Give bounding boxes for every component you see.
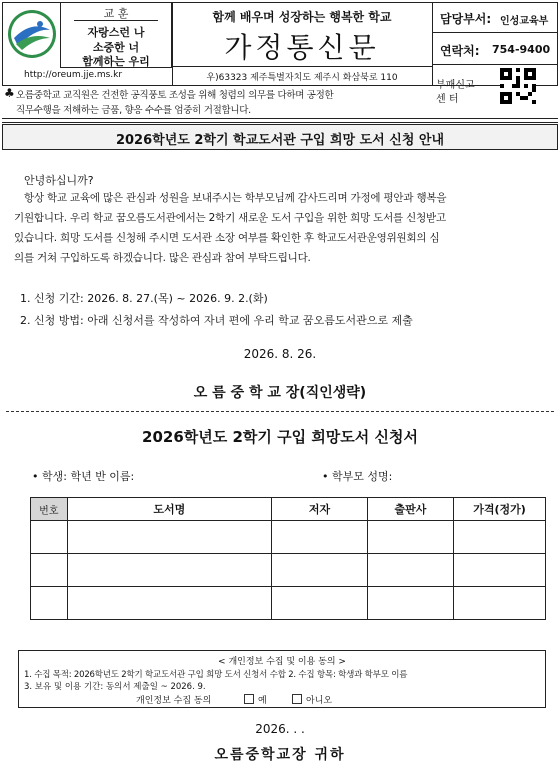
body-line-1: 항상 학교 교육에 많은 관심과 성원을 보내주시는 학부모님께 감사드리며 가정에 평안과 행복을	[24, 192, 447, 204]
notice-date: 2026. 8. 26.	[243, 347, 317, 361]
footer-recipient: 오름중학교장 귀하	[214, 747, 346, 763]
cell[interactable]	[31, 521, 68, 554]
report-center-line2: 센 터	[436, 94, 459, 105]
principal-signature: 오 름 중 학 교 장(직인생략)	[193, 385, 367, 401]
table-row[interactable]	[31, 554, 546, 587]
info-divider-1	[432, 32, 558, 33]
cell[interactable]	[272, 587, 368, 620]
privacy-line-2: 3. 보유 및 이용 기간: 동의서 제출일 ~ 2026. 9.	[24, 682, 206, 692]
col-number: 번호	[31, 498, 68, 521]
consent-label: 개인정보 수집 동의	[136, 696, 212, 706]
info-divider-2	[432, 64, 558, 65]
notice-heading: 2026학년도 2학기 학교도서관 구입 희망 도서 신청 안내	[115, 133, 445, 148]
privacy-title: < 개인정보 수집 및 이용 동의 >	[218, 657, 346, 667]
school-logo	[6, 8, 58, 60]
parent-name-label: • 학부모 성명:	[322, 470, 393, 483]
notice-item-period: 1. 신청 기간: 2026. 8. 27.(목) ~ 2026. 9. 2.(화)	[20, 292, 268, 305]
col-title: 도서명	[67, 498, 271, 521]
cell[interactable]	[67, 554, 271, 587]
consent-no-label: 아니오	[306, 696, 333, 706]
consent-yes-label: 예	[258, 696, 267, 706]
cell[interactable]	[272, 554, 368, 587]
cell[interactable]	[272, 521, 368, 554]
privacy-line-1: 1. 수집 목적: 2026학년도 2학기 학교도서관 구입 희망 도서 신청서 수합 2. 수집 항목: 학생과 학부모 이름	[24, 670, 408, 680]
dept-label: 담당부서:	[440, 12, 492, 26]
qr-code-icon[interactable]	[500, 68, 536, 104]
consent-yes-checkbox[interactable]	[244, 694, 254, 704]
school-url[interactable]: http://oreum.jje.ms.kr	[24, 70, 123, 80]
col-author: 저자	[272, 498, 368, 521]
notice-item-method: 2. 신청 방법: 아래 신청서를 작성하여 자녀 편에 우리 학교 꿈오름도서관으로 제출	[20, 314, 413, 327]
table-row[interactable]	[31, 587, 546, 620]
school-address: 우)63323 제주특별자치도 제주시 화삼북로 110	[206, 73, 398, 83]
cell[interactable]	[453, 587, 545, 620]
title-area-divider-right	[432, 2, 433, 86]
clover-icon: ♣	[4, 86, 15, 100]
contact-value: 754-9400	[492, 43, 551, 56]
greeting: 안녕하십니까?	[24, 174, 94, 187]
col-publisher: 출판사	[367, 498, 453, 521]
cell[interactable]	[367, 554, 453, 587]
table-header-row	[31, 498, 546, 521]
footer-date: 2026. . .	[255, 722, 305, 736]
motto-line-3: 함께하는 우리	[82, 55, 150, 68]
motto-line-1: 자랑스런 나	[87, 26, 145, 39]
motto-line-2: 소중한 너	[92, 41, 140, 54]
dept-value: 인성교육부	[500, 16, 549, 27]
address-divider	[172, 66, 432, 67]
cell[interactable]	[367, 521, 453, 554]
contact-label: 연락처:	[440, 44, 480, 58]
cell[interactable]	[31, 554, 68, 587]
report-center-line1: 부패신고	[436, 80, 475, 91]
ethics-line-2: 직무수행을 저해하는 금품, 향응 수수를 엄중히 거절합니다.	[16, 105, 251, 116]
slogan: 함께 배우며 성장하는 행복한 학교	[212, 10, 392, 24]
cell[interactable]	[67, 521, 271, 554]
cell[interactable]	[453, 521, 545, 554]
form-title: 2026학년도 2학기 구입 희망도서 신청서	[142, 428, 418, 446]
ethics-line-1: 오름중학교 교직원은 건전한 공직풍토 조성을 위해 청렴의 의무를 다하며 공정한	[16, 90, 334, 101]
student-info-label: • 학생: 학년 반 이름:	[32, 470, 135, 483]
request-table	[30, 497, 546, 620]
body-line-2: 기원합니다. 우리 학교 꿈오름도서관에서는 2학기 새로운 도서 구입을 위한 희망 도서를 신청받고	[14, 212, 446, 224]
newsletter-title: 가정통신문	[224, 31, 380, 64]
cell[interactable]	[453, 554, 545, 587]
table-row[interactable]	[31, 521, 546, 554]
body-line-4: 의를 거쳐 구입하도록 하겠습니다. 많은 관심과 참여 부탁드립니다.	[14, 252, 311, 264]
cell[interactable]	[31, 587, 68, 620]
body-line-3: 있습니다. 희망 도서를 신청해 주시면 도서관 소장 여부를 확인한 후 학교도서관운영위원회의 심	[14, 232, 440, 244]
consent-no-checkbox[interactable]	[292, 694, 302, 704]
cell[interactable]	[367, 587, 453, 620]
cell[interactable]	[67, 587, 271, 620]
motto-title: 교 훈	[103, 7, 129, 20]
cut-line	[6, 411, 554, 412]
header-bottom-rule	[2, 118, 558, 123]
col-price: 가격(정가)	[453, 498, 545, 521]
